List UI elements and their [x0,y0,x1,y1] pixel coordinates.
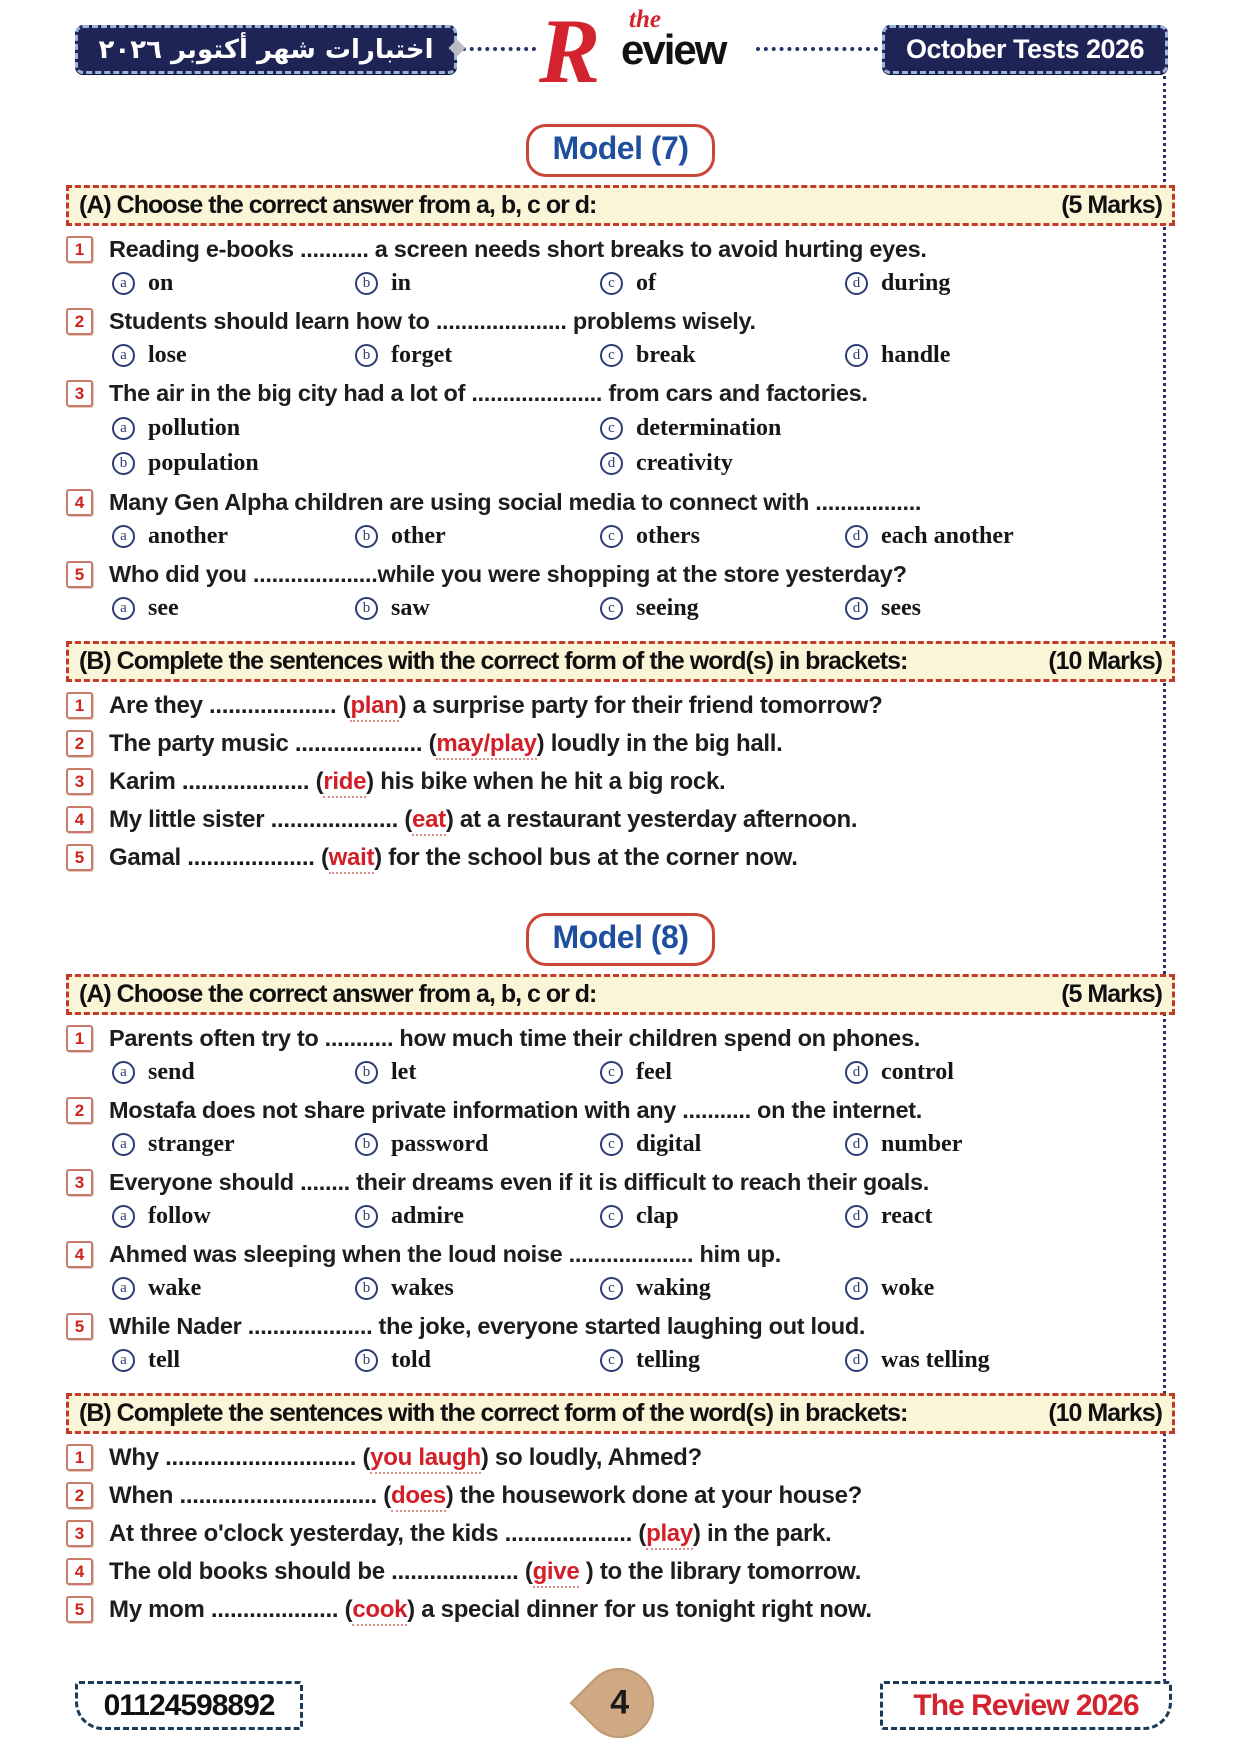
option-letter: d [845,272,868,295]
sentence-post: ) for the school bus at the corner now. [374,844,798,871]
option-text: clap [636,1203,679,1229]
completion-row [66,728,1175,759]
logo-r-letter: R [539,0,601,102]
section-b-header-bar [66,641,1175,682]
question-text: Mostafa does not share private information with any ........... on the internet. [109,1097,922,1123]
question-text: Many Gen Alpha children are using social media to connect with ................. [109,489,922,515]
question-text: Students should learn how to ..................... problems wisely. [109,308,756,334]
question-number: 3 [66,768,93,795]
sentence-pre: My little sister .................... ( [109,806,413,833]
option-letter: a [112,1133,135,1156]
options-row [66,1128,1175,1161]
header-arabic-badge: اختبارات شهر أكتوبر ٢٠٢٦ [75,25,457,74]
option-text: break [636,342,696,368]
completion-row [66,1556,1175,1587]
completion-text [109,690,882,721]
option-text: population [148,450,259,476]
question-number: 4 [66,489,93,516]
model-badge-wrap [66,913,1175,966]
option [112,592,355,625]
question-number: 1 [66,236,93,263]
question-number: 1 [66,1025,93,1052]
option-text: number [881,1131,963,1157]
option [112,1272,355,1305]
option-text: react [881,1203,933,1229]
footer-phone-box [75,1681,303,1730]
question-number: 4 [66,806,93,833]
option-letter: d [845,1349,868,1372]
options-row [66,339,1175,372]
option [600,592,845,625]
bracket-word: give [533,1558,580,1588]
option-letter: c [600,344,623,367]
section-a-label: (A) Choose the correct answer from a, b, c or d: [79,191,597,219]
section-a-label: (A) Choose the correct answer from a, b, c or d: [79,980,597,1008]
section-a-header-bar [66,185,1175,226]
model-badge-wrap [66,124,1175,177]
question-number: 3 [66,1520,93,1547]
question-number: 4 [66,1558,93,1585]
option-text: each another [881,523,1014,549]
option [355,1128,600,1161]
section-b-marks: (10 Marks) [1048,647,1162,675]
bracket-word: ride [323,768,366,798]
question-number: 2 [66,730,93,757]
page-number-leaf [570,1654,669,1753]
question-text: The air in the big city had a lot of ..................... from cars and factories. [109,380,868,406]
sentence-post: ) his bike when he hit a big rock. [366,768,726,795]
option-letter: a [112,1205,135,1228]
option-letter: c [600,525,623,548]
option-letter: a [112,1061,135,1084]
dotted-connector-right [756,47,878,51]
bracket-word: play [646,1520,693,1550]
question-number: 1 [66,692,93,719]
option [112,411,600,446]
option-text: was telling [881,1347,990,1373]
option-letter: c [600,417,623,440]
option-text: password [391,1131,489,1157]
bracket-word: you laugh [370,1444,481,1474]
options-row [66,520,1175,553]
option-text: lose [148,342,187,368]
completion-text [109,1556,861,1587]
question-text: While Nader .................... the joke, everyone started laughing out loud. [109,1313,866,1339]
question-number: 3 [66,380,93,407]
section-a-marks: (5 Marks) [1061,980,1162,1008]
question-row [66,234,1175,265]
option-letter: d [845,344,868,367]
option [355,1056,600,1089]
option-text: in [391,270,412,296]
options-row [66,1272,1175,1305]
sentence-pre: When ............................... ( [109,1482,391,1509]
question-row [66,306,1175,337]
option-text: pollution [148,415,241,441]
option [112,520,355,553]
options-row [66,1344,1175,1377]
sentence-post: ) to the library tomorrow. [579,1558,862,1585]
option-letter: d [845,597,868,620]
footer-brand-box [880,1681,1172,1730]
section-a-header-bar [66,974,1175,1015]
options-row [66,1056,1175,1089]
option [600,1344,845,1377]
section-b-label: (B) Complete the sentences with the correct form of the word(s) in brackets: [79,1399,908,1427]
option-letter: b [355,272,378,295]
sentence-pre: Karim .................... ( [109,768,324,795]
question-row [66,1239,1175,1270]
option-text: let [391,1059,417,1085]
option [355,520,600,553]
option [845,1128,1175,1161]
option [600,1200,845,1233]
option-letter: c [600,1205,623,1228]
section-b-marks: (10 Marks) [1048,1399,1162,1427]
option-text: digital [636,1131,702,1157]
option [600,446,1175,481]
option-text: of [636,270,656,296]
option-letter: b [355,1061,378,1084]
completion-text [109,1518,831,1549]
question-number: 1 [66,1444,93,1471]
option-letter: a [112,272,135,295]
option-letter: c [600,1061,623,1084]
option-text: send [148,1059,195,1085]
option-text: wake [148,1275,202,1301]
option-letter: a [112,344,135,367]
question-row [66,1167,1175,1198]
option-letter: b [355,1133,378,1156]
sentence-pre: The party music .................... ( [109,730,437,757]
option-letter: b [355,1349,378,1372]
section-a-marks: (5 Marks) [1061,191,1162,219]
option [355,1344,600,1377]
option-text: handle [881,342,951,368]
question-number: 4 [66,1241,93,1268]
completion-row [66,804,1175,835]
sentence-post: ) a special dinner for us tonight right now. [407,1596,872,1623]
option-letter: d [600,452,623,475]
sentence-pre: Gamal .................... ( [109,844,329,871]
option [845,1344,1175,1377]
option [845,520,1175,553]
option-text: saw [391,595,430,621]
completion-row [66,1480,1175,1511]
completion-row [66,842,1175,873]
option-text: stranger [148,1131,235,1157]
option-letter: a [112,417,135,440]
bracket-word: plan [350,692,398,722]
option-text: on [148,270,174,296]
option-letter: b [355,597,378,620]
option [600,1056,845,1089]
option-text: creativity [636,450,733,476]
completion-text [109,728,783,759]
option-letter: c [600,1349,623,1372]
options-row [66,1200,1175,1233]
completion-text [109,1442,702,1473]
sentence-pre: My mom .................... ( [109,1596,353,1623]
section-b-header-bar [66,1393,1175,1434]
question-row [66,378,1175,409]
question-number: 5 [66,1313,93,1340]
header-title-badge: October Tests 2026 [882,25,1168,74]
page-number: 4 [609,1683,629,1722]
question-number: 2 [66,1482,93,1509]
option-letter: d [845,1061,868,1084]
option [600,1128,845,1161]
option-letter: b [112,452,135,475]
option [112,1200,355,1233]
question-row [66,1023,1175,1054]
option-letter: a [112,1277,135,1300]
brand-text: The Review 2026 [913,1688,1139,1722]
sentence-post: ) at a restaurant yesterday afternoon. [445,806,858,833]
option [112,1056,355,1089]
option-text: wakes [391,1275,454,1301]
model-title-badge: Model (7) [526,124,716,177]
option-text: waking [636,1275,711,1301]
completion-text [109,1480,862,1511]
options-row [66,267,1175,300]
option [112,446,600,481]
option-letter: b [355,525,378,548]
option-text: see [148,595,179,621]
question-text: Everyone should ........ their dreams even if it is difficult to reach their goals. [109,1169,929,1195]
logo-eview-text: eview [621,26,726,73]
sentence-pre: At three o'clock yesterday, the kids .................... ( [109,1520,647,1547]
option [355,1200,600,1233]
option [845,1272,1175,1305]
completion-text [109,766,725,797]
option [355,339,600,372]
sentence-post: ) a surprise party for their friend tomorrow? [398,692,883,719]
option-text: admire [391,1203,464,1229]
option-letter: b [355,1277,378,1300]
option-text: sees [881,595,921,621]
question-row [66,1311,1175,1342]
option-text: woke [881,1275,935,1301]
option-letter: a [112,1349,135,1372]
option-text: another [148,523,228,549]
option-letter: b [355,344,378,367]
option [845,1056,1175,1089]
sentence-pre: The old books should be .................... ( [109,1558,533,1585]
option [355,592,600,625]
question-text: Ahmed was sleeping when the loud noise .................... him up. [109,1241,781,1267]
models-container [0,124,1241,1625]
section-b-label: (B) Complete the sentences with the correct form of the word(s) in brackets: [79,647,908,675]
option [845,339,1175,372]
completion-row [66,1594,1175,1625]
completion-row [66,690,1175,721]
option-letter: d [845,1205,868,1228]
option [112,339,355,372]
bracket-word: wait [329,844,374,874]
option-text: determination [636,415,782,441]
completion-row [66,1518,1175,1549]
option-letter: a [112,525,135,548]
bracket-word: may/play [436,730,536,760]
option-letter: c [600,597,623,620]
question-row [66,559,1175,590]
sentence-pre: Are they .................... ( [109,692,351,719]
completion-text [109,804,857,835]
option-letter: b [355,1205,378,1228]
question-text: Who did you ....................while you were shopping at the store yesterday? [109,561,907,587]
dotted-connector-left [462,47,536,51]
option-text: telling [636,1347,700,1373]
option-text: seeing [636,595,699,621]
option [600,411,1175,446]
question-text: Reading e-books ........... a screen needs short breaks to avoid hurting eyes. [109,236,927,262]
phone-number: 01124598892 [103,1688,275,1722]
option-letter: c [600,1277,623,1300]
option-letter: d [845,1133,868,1156]
option [600,520,845,553]
option-letter: c [600,272,623,295]
option [600,339,845,372]
completion-row [66,1442,1175,1473]
option-letter: d [845,525,868,548]
option [355,1272,600,1305]
option [845,592,1175,625]
bracket-word: eat [412,806,446,836]
option-text: during [881,270,951,296]
option [845,267,1175,300]
question-number: 5 [66,561,93,588]
completion-row [66,766,1175,797]
completion-text [109,1594,872,1625]
option-text: feel [636,1059,672,1085]
sentence-post: ) so loudly, Ahmed? [480,1444,702,1471]
option [600,267,845,300]
option [112,1344,355,1377]
page-header [0,0,1241,122]
question-row [66,1095,1175,1126]
option-letter: a [112,597,135,620]
model-title-badge: Model (8) [526,913,716,966]
sentence-post: ) in the park. [692,1520,832,1547]
option [600,1272,845,1305]
question-row [66,487,1175,518]
question-number: 5 [66,844,93,871]
sentence-post: ) the housework done at your house? [445,1482,863,1509]
option [845,1200,1175,1233]
bracket-word: does [391,1482,446,1512]
question-number: 5 [66,1596,93,1623]
bracket-word: cook [352,1596,407,1626]
option-text: tell [148,1347,180,1373]
option-letter: c [600,1133,623,1156]
option-letter: d [845,1277,868,1300]
options-row [66,411,1175,481]
completion-text [109,842,798,873]
question-text: Parents often try to ........... how much time their children spend on phones. [109,1025,920,1051]
option-text: forget [391,342,453,368]
question-number: 2 [66,308,93,335]
sentence-pre: Why .............................. ( [109,1444,371,1471]
logo-the-text: the [629,6,661,33]
option [112,1128,355,1161]
option-text: others [636,523,700,549]
options-row [66,592,1175,625]
question-number: 2 [66,1097,93,1124]
option-text: told [391,1347,432,1373]
option-text: follow [148,1203,211,1229]
review-logo [537,0,753,110]
question-number: 3 [66,1169,93,1196]
option [355,267,600,300]
sentence-post: ) loudly in the big hall. [536,730,783,757]
option [112,267,355,300]
option-text: other [391,523,446,549]
option-text: control [881,1059,954,1085]
